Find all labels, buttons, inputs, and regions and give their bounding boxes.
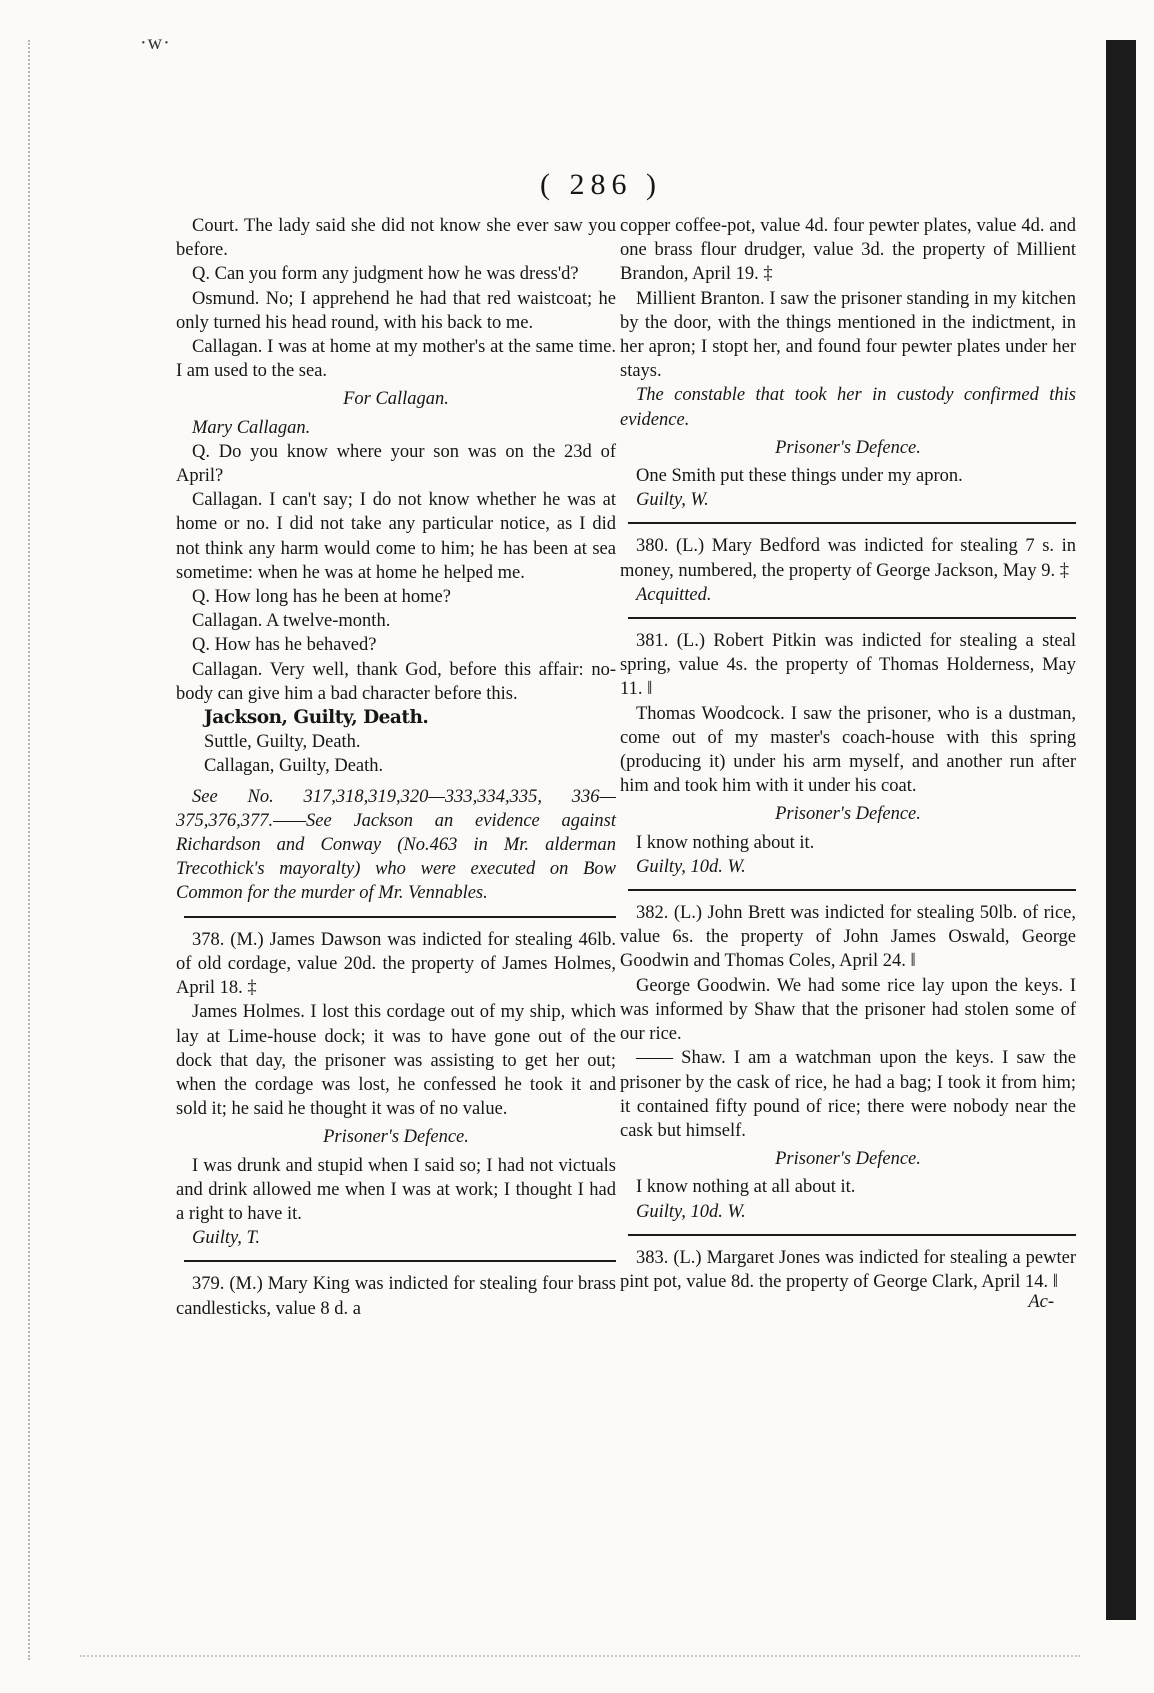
verdict-line: Guilty, 10d. W. <box>636 856 746 877</box>
paragraph: I was drunk and stupid when I said so; I had not victuals and drink allowed me when I was at work; I thought I had a right to have it. <box>176 1155 616 1224</box>
verdict-line: Jackson, Guilty, Death. <box>204 707 429 729</box>
paragraph: Callagan. I can't say; I do not know whether he was at home or no. I did not take any particular notice, as I did not think any harm would come to him; he has been at sea sometime: when he was at home he helped me. <box>176 490 616 583</box>
paragraph: I know nothing at all about it. <box>636 1177 856 1198</box>
section-rule <box>628 617 1076 619</box>
paragraph: Thomas Woodcock. I saw the prisoner, who is a dustman, come out of my master's coach-house with this spring (producing it) under his arm myself, and another run after him and took him with it under his coat. <box>620 703 1076 797</box>
paragraph: copper coffee-pot, value 4d. four pewter plates, value 4d. and one brass flour drudger, value 3d. the property of Millient Brandon, April 19. ‡ <box>620 216 1076 285</box>
right-column <box>620 214 1076 1333</box>
paragraph: Osmund. No; I apprehend he had that red waistcoat; he only turned his head round, with his back to me. <box>176 288 616 333</box>
paragraph: Court. The lady said she did not know she ever saw you before. <box>176 216 616 261</box>
defence-heading: Prisoner's Defence. <box>323 1127 469 1148</box>
section-rule <box>628 889 1076 891</box>
case-entry-381: 381. (L.) Robert Pitkin was indicted for stealing a steal spring, value 4s. the property of Thomas Holderness, May 11. ‖ <box>620 631 1076 700</box>
paragraph: Callagan. Very well, thank God, before this affair: no-body can give him a bad character before this. <box>176 659 616 704</box>
defence-heading: Prisoner's Defence. <box>775 437 921 458</box>
section-rule <box>628 1234 1076 1236</box>
case-entry-379: 379. (M.) Mary King was indicted for stealing four brass candlesticks, value 8 d. a <box>176 1274 616 1319</box>
paragraph: I know nothing about it. <box>636 832 815 853</box>
verdict-line: Acquitted. <box>636 584 712 605</box>
section-rule <box>184 916 616 918</box>
paragraph: The constable that took her in custody confirmed this evidence. <box>620 385 1076 430</box>
verdict-line: Guilty, 10d. W. <box>636 1201 746 1222</box>
case-entry-380: 380. (L.) Mary Bedford was indicted for stealing 7 s. in money, numbered, the property of George Jackson, May 9. ‡ <box>620 536 1076 581</box>
paragraph: Q. How long has he been at home? <box>192 587 451 608</box>
paragraph: Q. How has he behaved? <box>192 635 377 656</box>
paragraph: Millient Branton. I saw the prisoner standing in my kitchen by the door, with the things mentioned in the indictment, in her apron; I stopt her, and found four pewter plates under her stays. <box>620 288 1076 382</box>
verdict-line: Guilty, W. <box>636 490 709 511</box>
page-edge-shadow <box>1106 40 1136 1620</box>
bottom-edge-marks <box>80 1655 1080 1657</box>
paragraph: Callagan. A twelve-month. <box>192 611 391 632</box>
catchword: Ac- <box>1028 1292 1054 1313</box>
case-entry-383: 383. (L.) Margaret Jones was indicted for stealing a pewter pint pot, value 8d. the property of George Clark, April 14. ‖ <box>620 1247 1076 1292</box>
verdict-line: Guilty, T. <box>192 1228 261 1249</box>
left-column <box>176 214 616 1321</box>
defence-heading: Prisoner's Defence. <box>775 1149 921 1170</box>
page-number: ( 286 ) <box>540 168 662 201</box>
verdict-line: Suttle, Guilty, Death. <box>204 732 361 753</box>
paragraph: George Goodwin. We had some rice lay upon the keys. I was informed by Shaw that the prisoner had stolen some of our rice. <box>620 975 1076 1045</box>
paragraph: Q. Can you form any judgment how he was dress'd? <box>192 264 579 285</box>
header-mark: ·w· <box>140 32 171 54</box>
section-rule <box>184 1260 616 1262</box>
verdict-line: Callagan, Guilty, Death. <box>204 756 384 777</box>
cross-reference-note: See No. 317,318,319,320—333,334,335, 336—375,376,377.——See Jackson an evidence against Richardson and Conway (No.463 in Mr. alderman Trecothick's mayoralty) who were executed on Bow Common for the murder of Mr. Vennables. <box>176 786 616 904</box>
paragraph: Q. Do you know where your son was on the 23d of April? <box>176 441 616 487</box>
gutter-marks <box>28 40 44 1660</box>
paragraph: James Holmes. I lost this cordage out of my ship, which lay at Lime-house dock; it was to have gone out of the dock that day, the prisoner was assisting to get her out; when the cordage was lost, he confessed he took it and sold it; he said he thought it was of no value. <box>176 1002 616 1120</box>
witness-name: Mary Callagan. <box>192 417 311 438</box>
section-heading: For Callagan. <box>343 389 449 410</box>
section-rule <box>628 522 1076 524</box>
paragraph: Callagan. I was at home at my mother's at the same time. I am used to the sea. <box>176 337 616 382</box>
paragraph: One Smith put these things under my apron. <box>636 466 963 487</box>
defence-heading: Prisoner's Defence. <box>775 804 921 825</box>
case-entry-382: 382. (L.) John Brett was indicted for stealing 50lb. of rice, value 6s. the property of John James Oswald, George Goodwin and Thomas Coles, April 24. ‖ <box>620 903 1076 972</box>
case-entry-378: 378. (M.) James Dawson was indicted for stealing 46lb. of old cordage, value 20d. the property of James Holmes, April 18. ‡ <box>176 929 616 999</box>
paragraph: —— Shaw. I am a watchman upon the keys. I saw the prisoner by the cask of rice, he had a bag; I took it from him; it contained fifty pound of rice; there were nobody near the cask but himself. <box>620 1048 1076 1141</box>
